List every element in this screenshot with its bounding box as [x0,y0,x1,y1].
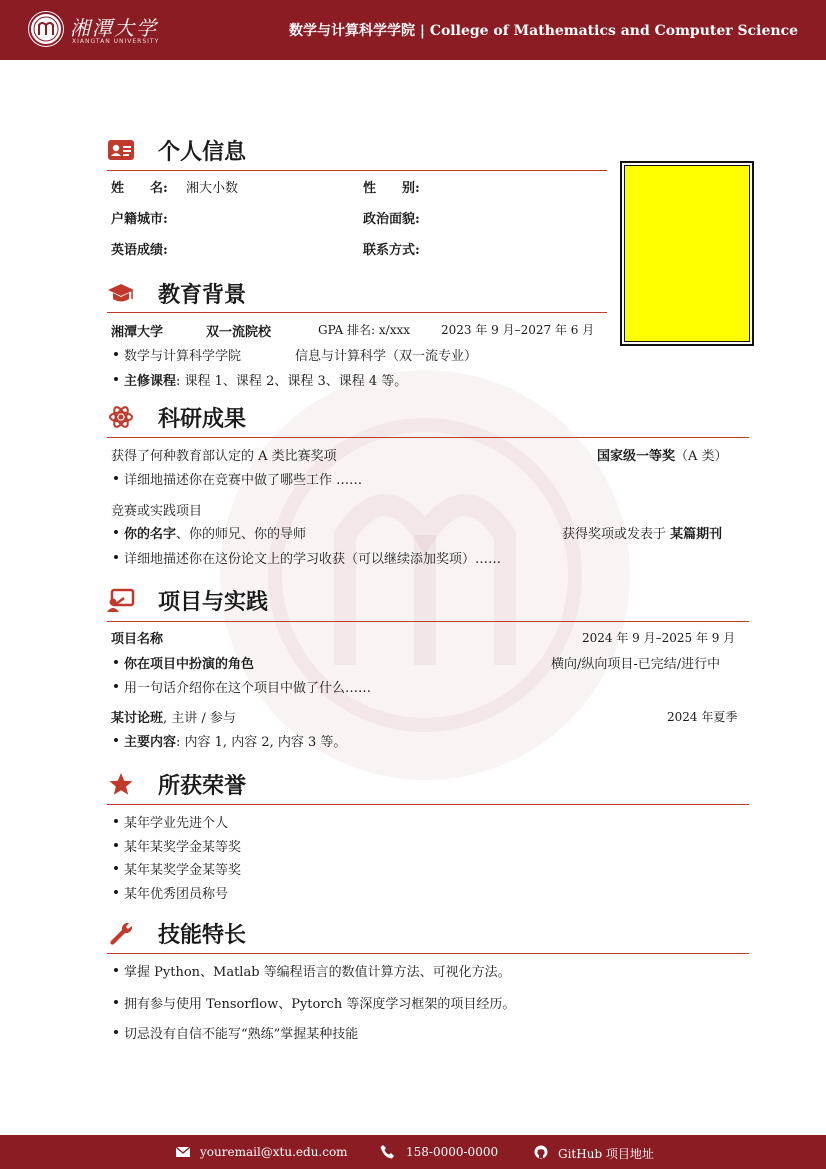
university-logo-icon [28,11,64,47]
publication-prefix: 获得奖项或发表于 [562,527,667,542]
section-divider [107,804,749,805]
english-label: 英语成绩: [111,243,168,258]
graduation-cap-icon [107,281,135,305]
section-title: 科研成果 [158,406,247,432]
github-icon [534,1145,548,1159]
school-tag: 双一流院校 [206,325,272,340]
phone-icon [380,1145,394,1159]
star-icon [107,772,135,796]
hometown-label: 户籍城市: [111,212,168,227]
authors-line [124,523,306,542]
name-value: 湘大小数 [186,181,239,196]
education-period: 2023 年 9 月–2027 年 6 月 [441,323,595,337]
section-divider [107,170,607,171]
skill-item: 拥有参与使用 Tensorflow、Pytorch 等深度学习框架的项目经历。 [124,993,515,1012]
project-role: 你在项目中扮演的角色 [124,653,254,672]
email-icon [176,1145,190,1159]
footer-email[interactable]: youremail@xtu.edu.com [200,1145,348,1159]
project-type: 竞赛或实践项目 [111,504,203,519]
publication-journal: 某篇期刊 [670,527,723,542]
wrench-icon [107,921,135,945]
courses-label: 主修课程 [124,374,177,389]
seminar-line [111,707,236,726]
honor-item: 某年优秀团员称号 [124,883,228,902]
seminar-name: 某讨论班 [111,711,164,726]
publication-line [562,523,722,542]
section-title: 项目与实践 [158,589,269,615]
project-name: 项目名称 [111,632,164,647]
honor-item: 某年某奖学金某等奖 [124,859,241,878]
logo-subtitle: XIANGTAN UNIVERSITY [72,38,160,45]
footer-phone[interactable]: 158-0000-0000 [406,1145,499,1159]
photo-frame [620,161,754,346]
seminar-role: , 主讲 / 参与 [163,711,236,726]
project-summary: 用一句话介绍你在这个项目中做了什么…… [124,677,371,696]
section-title: 个人信息 [158,139,247,165]
award-description: 获得了何种教育部认定的 A 类比赛奖项 [111,449,337,464]
project-period: 2024 年 9 月–2025 年 9 月 [582,631,736,645]
award-class: （A 类） [675,449,728,464]
author-name: 你的名字 [124,527,177,542]
footer-github-link[interactable]: GitHub 项目地址 [558,1147,654,1161]
political-label: 政治面貌: [363,212,420,227]
school-name: 湘潭大学 [111,325,164,340]
section-divider [107,953,749,954]
courses-value: : 课程 1、课程 2、课程 3、课程 4 等。 [176,374,408,389]
presentation-icon [107,588,135,612]
content-value: : 内容 1, 内容 2, 内容 3 等。 [176,735,347,750]
seminar-content [124,731,346,750]
content-label: 主要内容 [124,735,177,750]
gender-label: 性 别: [363,181,420,196]
section-divider [107,312,607,313]
atom-icon [107,405,135,429]
page-header [0,0,826,60]
page-footer [0,1135,826,1169]
award-detail: 详细地描述你在竞赛中做了哪些工作 …… [124,469,362,488]
id-card-icon [107,138,135,162]
honor-item: 某年某奖学金某等奖 [124,836,241,855]
paper-detail: 详细地描述你在这份论文上的学习收获（可以继续添加奖项）…… [124,548,501,567]
watermark-seal-icon [215,365,635,785]
courses-line [124,370,407,389]
authors-rest: 、你的师兄、你的导师 [176,527,307,542]
section-title: 所获荣誉 [158,773,247,799]
section-divider [107,621,749,622]
section-title: 教育背景 [158,282,247,308]
contact-label: 联系方式: [363,243,420,258]
award-level: 国家级一等奖 [597,449,676,464]
skill-item: 切忌没有自信不能写“熟练”掌握某种技能 [124,1023,358,1042]
name-label: 姓 名: [111,181,168,196]
honor-item: 某年学业先进个人 [124,812,228,831]
gpa-rank: GPA 排名: x/xxx [318,323,411,337]
section-divider [107,437,749,438]
photo-placeholder [624,165,750,342]
header-title: 数学与计算科学学院 | College of Mathematics and Computer Science [288,23,798,39]
project-status: 横向/纵向项目-已完结/进行中 [551,657,721,672]
major-name: 信息与计算科学（双一流专业） [295,349,478,364]
logo-text: 湘潭大学 [70,16,158,40]
college-name: 数学与计算科学学院 [124,345,241,364]
seminar-time: 2024 年夏季 [667,710,738,724]
skill-item: 掌握 Python、Matlab 等编程语言的数值计算方法、可视化方法。 [124,961,511,980]
section-title: 技能特长 [158,922,247,948]
award-level-line [597,445,728,464]
